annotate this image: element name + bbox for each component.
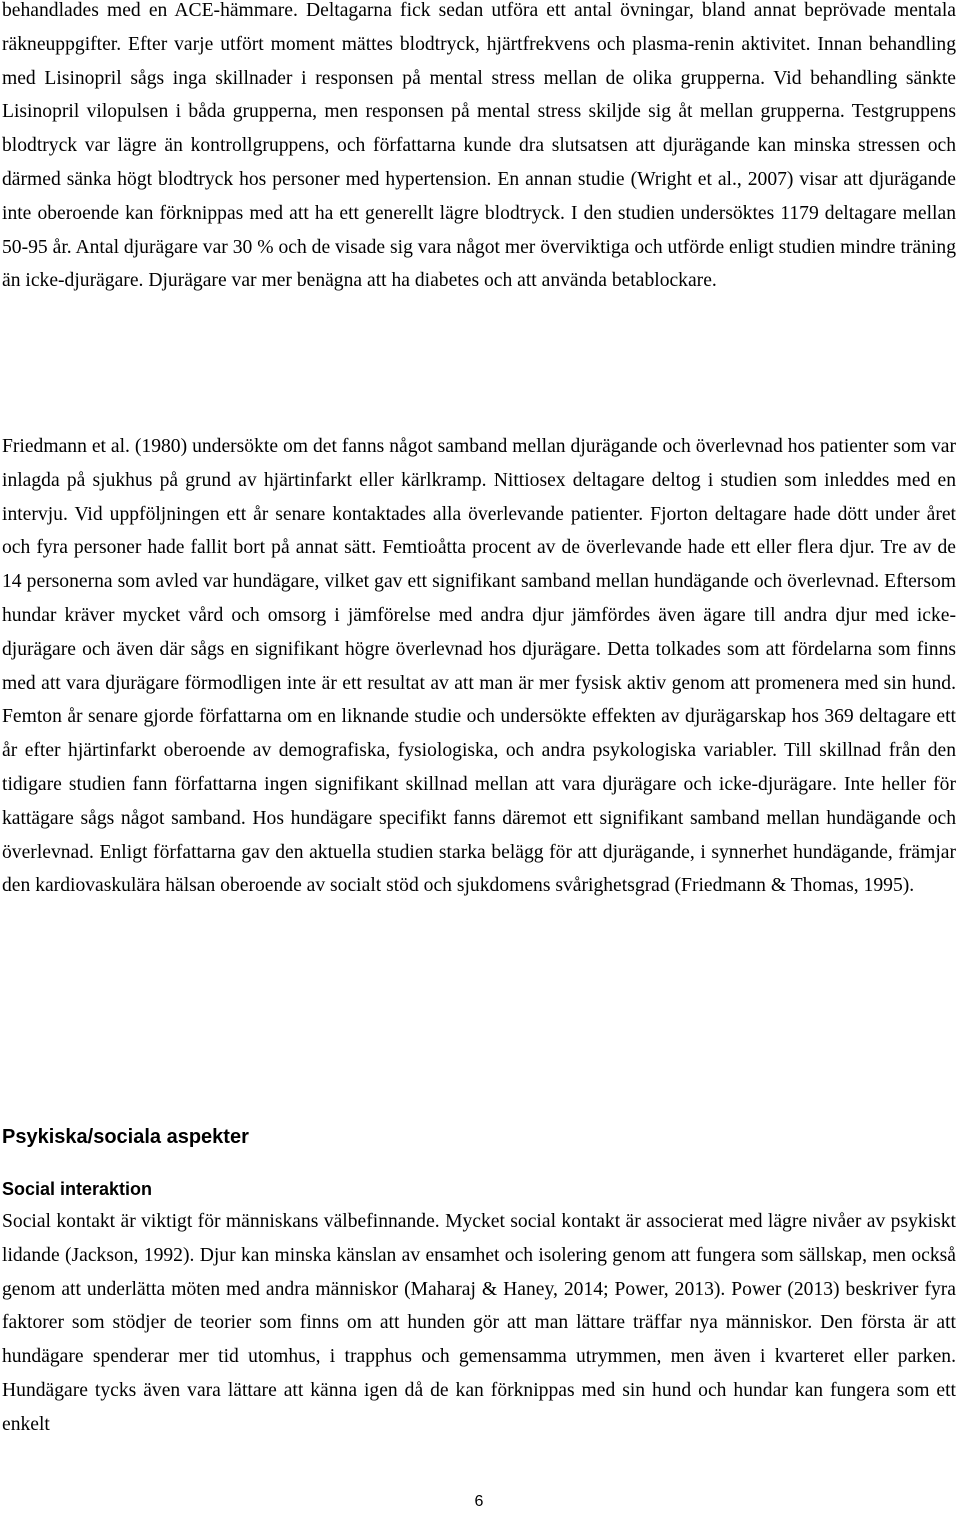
- body-paragraph-social-interaction: Social kontakt är viktigt för människans välbefinnande. Mycket social kontakt är associerat med lägre nivåer av psykiskt lidande (Jackson, 1992). Djur kan minska känslan av ensamhet och isolering genom att fungera som sällskap, men också genom att underlätta möten med andra människor (Maharaj & Haney, 2014; Power, 2013). Power (2013) beskriver fyra faktorer som stödjer de teorier som finns om att hunden gör att man lättare träffar nya människor. Den första är att hundägare spenderar mer tid utomhus, i trapphus och gemensamma utrymmen, men även i kvarteret eller parken. Hundägare tycks även vara lättare att känna igen då de kan förknippas med sin hund och hundar kan fungera som ett enkelt: [2, 1211, 956, 1435]
- body-paragraph-survival-study: Friedmann et al. (1980) undersökte om det fanns något samband mellan djurägande och överlevnad hos patienter som var inlagda på sjukhus på grund av hjärtinfarkt eller kärlkramp. Nittiosex deltagare deltog i studien som inleddes med en intervju. Vid uppföljningen ett år senare kontaktades alla överlevande patienter. Fjorton deltagare hade dött under året och fyra personer hade fallit bort på annat sätt. Femtioåtta procent av de överlevande hade ett eller flera djur. Tre av de 14 personerna som avled var hundägare, vilket gav ett signifikant samband mellan hundägande och överlevnad. Eftersom hundar kräver mycket vård och omsorg i jämförelse med andra djur jämfördes även ägare till andra djur med icke-djurägare och även där sågs en signifikant högre överlevnad hos djurägare. Detta tolkades som att fördelarna som finns med att vara djurägare förmodligen inte är ett resultat av att man är mer fysisk aktiv genom att promenera med sin hund. Femton år senare gjorde författarna om en liknande studie och undersökte effekten av djurägarskap hos 369 deltagare ett år efter hjärtinfarkt oberoende av demografiska, fysiologiska, och andra psykologiska variabler. Till skillnad från den tidigare studien fann författarna ingen signifikant skillnad mellan att vara djurägare och icke-djurägare. Inte heller för kattägare sågs något samband. Hos hundägare specifikt fanns däremot ett signifikant samband mellan hundägande och överlevnad. Enligt författarna gav den aktuella studien starka belägg för att djurägande, i synnerhet hundägande, främjar den kardiovaskulära hälsan oberoende av socialt stöd och sjukdomens svårighetsgrad (Friedmann & Thomas, 1995).: [2, 436, 956, 897]
- subsection-heading: Social interaktion: [2, 1179, 153, 1199]
- section-heading: Psykiska/sociala aspekter: [2, 1126, 249, 1148]
- body-paragraph-blood-pressure: behandlades med en ACE-hämmare. Deltagarna fick sedan utföra ett antal övningar, bland annat beprövade mentala räkneuppgifter. Efter varje utfört moment mättes blodtryck, hjärtfrekvens och plasma-renin aktivitet. Innan behandling med Lisinopril sågs inga skillnader i responsen på mental stress mellan de olika grupperna. Vid behandling sänkte Lisinopril vilopulsen i båda grupperna, men responsen på mental stress skiljde sig åt mellan grupperna. Testgruppens blodtryck var lägre än kontrollgruppens, och författarna kunde dra slutsatsen att djurägande kan minska stressen och därmed sänka högt blodtryck hos personer med hypertension. En annan studie (Wright et al., 2007) visar att djurägande inte oberoende kan förknippas med att ha ett generellt lägre blodtryck. I den studien undersöktes 1179 deltagare mellan 50-95 år. Antal djurägare var 30 % och de visade sig vara något mer överviktiga och utförde enligt studien mindre träning än icke-djurägare. Djurägare var mer benägna att ha diabetes och att använda betablockare.: [2, 0, 956, 292]
- page-number: 6: [474, 1493, 484, 1510]
